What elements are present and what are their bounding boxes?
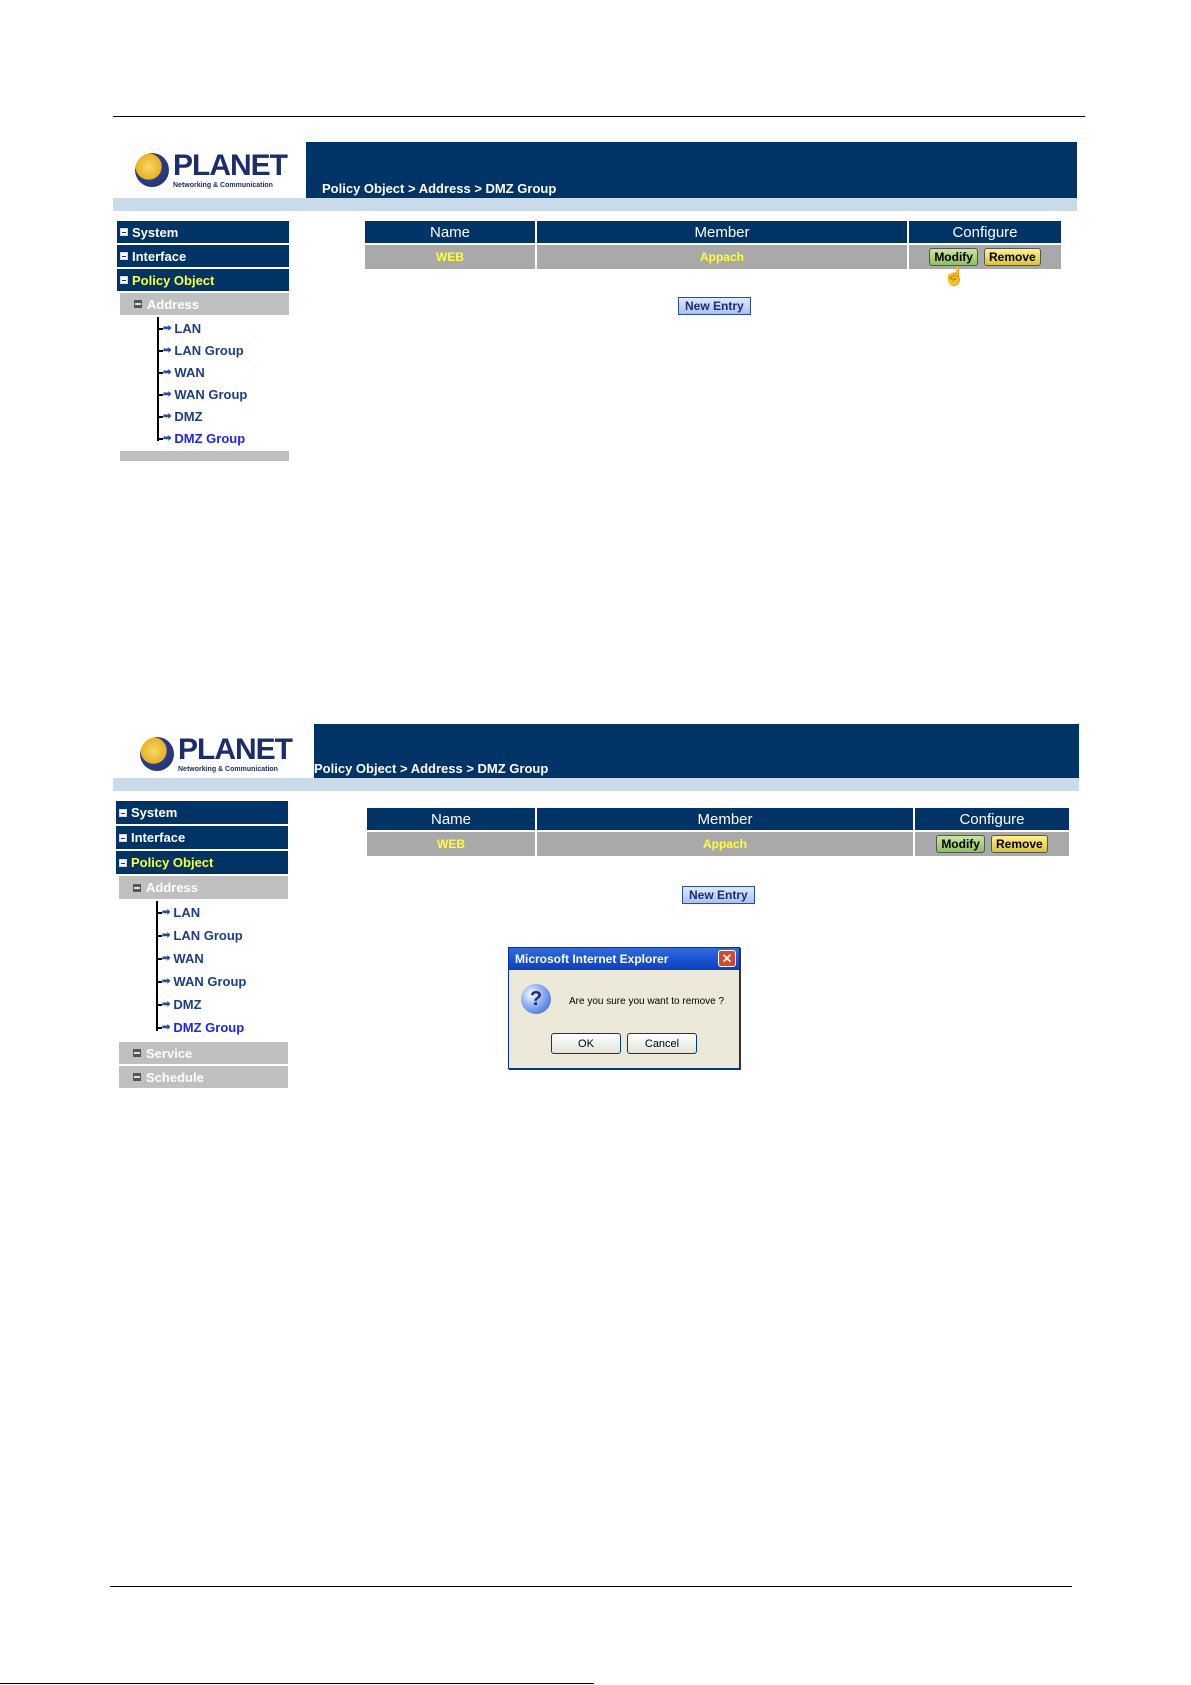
arrow-icon: ➡ [163, 366, 172, 378]
close-icon[interactable]: ✕ [718, 950, 736, 967]
dmz-group-table [363, 221, 1063, 269]
nav-leaf-dmz[interactable] [157, 405, 289, 427]
hand-cursor-icon: ☝ [943, 266, 966, 286]
cell-configure [915, 830, 1069, 856]
nav-leaf-label: LAN Group [173, 928, 243, 943]
logo-tagline: Networking & Communication [173, 182, 273, 189]
column-header-member: Member [537, 221, 907, 243]
nav-system[interactable] [117, 221, 289, 243]
nav-leaf-dmz-group[interactable] [156, 1016, 288, 1039]
nav-leaf-label: LAN [174, 320, 202, 336]
header-strip [113, 778, 1079, 791]
sidebar [117, 221, 289, 463]
page-footer-rule [110, 1586, 1072, 1587]
logo-name: PLANET [173, 149, 287, 182]
arrow-icon: ➡ [162, 1022, 171, 1033]
nav-leaf-lan-group[interactable] [157, 339, 289, 361]
breadcrumb: Policy Object > Address > DMZ Group [322, 181, 557, 196]
planet-logo-icon [140, 737, 174, 771]
cancel-button[interactable]: Cancel [627, 1033, 697, 1054]
dialog-title: Microsoft Internet Explorer [515, 952, 669, 966]
confirm-dialog [508, 947, 740, 1069]
header-banner [306, 142, 1077, 198]
ok-button[interactable]: OK [551, 1033, 621, 1054]
nav-leaf-label: WAN [174, 364, 205, 380]
arrow-icon: ➡ [162, 953, 171, 964]
column-header-name: Name [367, 808, 535, 830]
nav-address[interactable] [119, 876, 288, 899]
address-tree [156, 901, 288, 1039]
nav-schedule[interactable] [119, 1066, 288, 1088]
column-header-name: Name [365, 221, 535, 243]
nav-schedule-label: Schedule [146, 1069, 204, 1085]
column-header-configure: Configure [915, 808, 1069, 830]
arrow-icon: ➡ [163, 410, 172, 422]
collapse-icon [134, 300, 142, 308]
nav-leaf-label: DMZ Group [174, 430, 246, 446]
nav-policy-object[interactable] [117, 269, 289, 291]
arrow-icon: ➡ [163, 388, 172, 400]
arrow-icon: ➡ [162, 930, 171, 941]
column-header-configure: Configure [909, 221, 1061, 243]
new-entry-button[interactable]: New Entry [678, 297, 751, 315]
expand-icon [133, 1049, 141, 1057]
nav-interface-label: Interface [132, 248, 187, 264]
expand-icon [120, 252, 128, 260]
column-header-member: Member [537, 808, 913, 830]
planet-logo [135, 142, 287, 198]
page-bottom-rule [0, 1683, 594, 1684]
nav-system-label: System [132, 224, 179, 240]
nav-policy-object[interactable] [116, 851, 288, 874]
dialog-titlebar[interactable] [509, 948, 739, 970]
nav-interface-label: Interface [131, 830, 186, 845]
nav-service-label: Service [146, 1045, 193, 1061]
nav-leaf-wan-group[interactable] [157, 383, 289, 405]
header-banner [314, 724, 1079, 778]
remove-button[interactable]: Remove [991, 835, 1048, 853]
screenshot-dmz-group-list [113, 142, 1077, 466]
nav-leaf-wan[interactable] [157, 361, 289, 383]
expand-icon [119, 809, 127, 817]
nav-leaf-wan[interactable] [156, 947, 288, 970]
header-strip [113, 198, 1077, 211]
dmz-group-table [365, 808, 1071, 856]
question-icon: ? [521, 984, 551, 1014]
cell-configure [909, 243, 1061, 269]
nav-system[interactable] [116, 801, 288, 824]
nav-interface[interactable] [116, 826, 288, 849]
nav-leaf-label: WAN Group [173, 974, 247, 989]
logo-name: PLANET [178, 733, 292, 766]
nav-leaf-dmz-group[interactable] [157, 427, 289, 449]
arrow-icon: ➡ [162, 999, 171, 1010]
nav-leaf-lan[interactable] [157, 317, 289, 339]
collapse-icon [133, 884, 141, 892]
screenshot-remove-confirm [113, 724, 1079, 1096]
breadcrumb: Policy Object > Address > DMZ Group [314, 761, 549, 776]
nav-leaf-label: LAN Group [174, 342, 244, 358]
nav-leaf-label: DMZ Group [173, 1020, 245, 1035]
nav-leaf-wan-group[interactable] [156, 970, 288, 993]
collapse-icon [119, 859, 127, 867]
planet-logo-icon [135, 153, 169, 187]
nav-system-label: System [131, 805, 178, 820]
expand-icon [119, 834, 127, 842]
expand-icon [133, 1073, 141, 1081]
arrow-icon: ➡ [163, 344, 172, 356]
dialog-body [509, 970, 739, 1068]
nav-policy-object-label: Policy Object [132, 272, 215, 288]
planet-logo [140, 726, 292, 782]
logo-tagline: Networking & Communication [178, 766, 278, 773]
address-tree [157, 317, 289, 449]
nav-service-partial[interactable] [120, 451, 289, 461]
nav-address[interactable] [120, 293, 289, 315]
nav-leaf-dmz[interactable] [156, 993, 288, 1016]
modify-button[interactable]: Modify [929, 248, 978, 266]
nav-leaf-lan-group[interactable] [156, 924, 288, 947]
nav-address-label: Address [146, 880, 199, 895]
nav-address-label: Address [147, 296, 200, 312]
table-row [367, 830, 1069, 856]
cell-member: Appach [537, 830, 913, 856]
arrow-icon: ➡ [163, 322, 172, 334]
nav-leaf-lan[interactable] [156, 901, 288, 924]
nav-leaf-label: WAN Group [174, 386, 248, 402]
modify-button[interactable]: Modify [936, 835, 985, 853]
nav-leaf-label: WAN [173, 951, 204, 966]
remove-button[interactable]: Remove [984, 248, 1041, 266]
cell-name: WEB [365, 243, 535, 269]
cell-member: Appach [537, 243, 907, 269]
nav-service[interactable] [119, 1042, 288, 1064]
arrow-icon: ➡ [163, 432, 172, 444]
page-header-rule [113, 116, 1085, 117]
dialog-message: Are you sure you want to remove ? [569, 996, 725, 1007]
cell-name: WEB [367, 830, 535, 856]
nav-leaf-label: LAN [173, 905, 201, 920]
arrow-icon: ➡ [162, 907, 171, 918]
collapse-icon [120, 276, 128, 284]
nav-interface[interactable] [117, 245, 289, 267]
arrow-icon: ➡ [162, 976, 171, 987]
nav-leaf-label: DMZ [173, 997, 202, 1012]
expand-icon [120, 228, 128, 236]
nav-leaf-label: DMZ [174, 408, 203, 424]
sidebar [116, 801, 288, 1090]
nav-policy-object-label: Policy Object [131, 855, 214, 870]
new-entry-button[interactable]: New Entry [682, 886, 755, 904]
